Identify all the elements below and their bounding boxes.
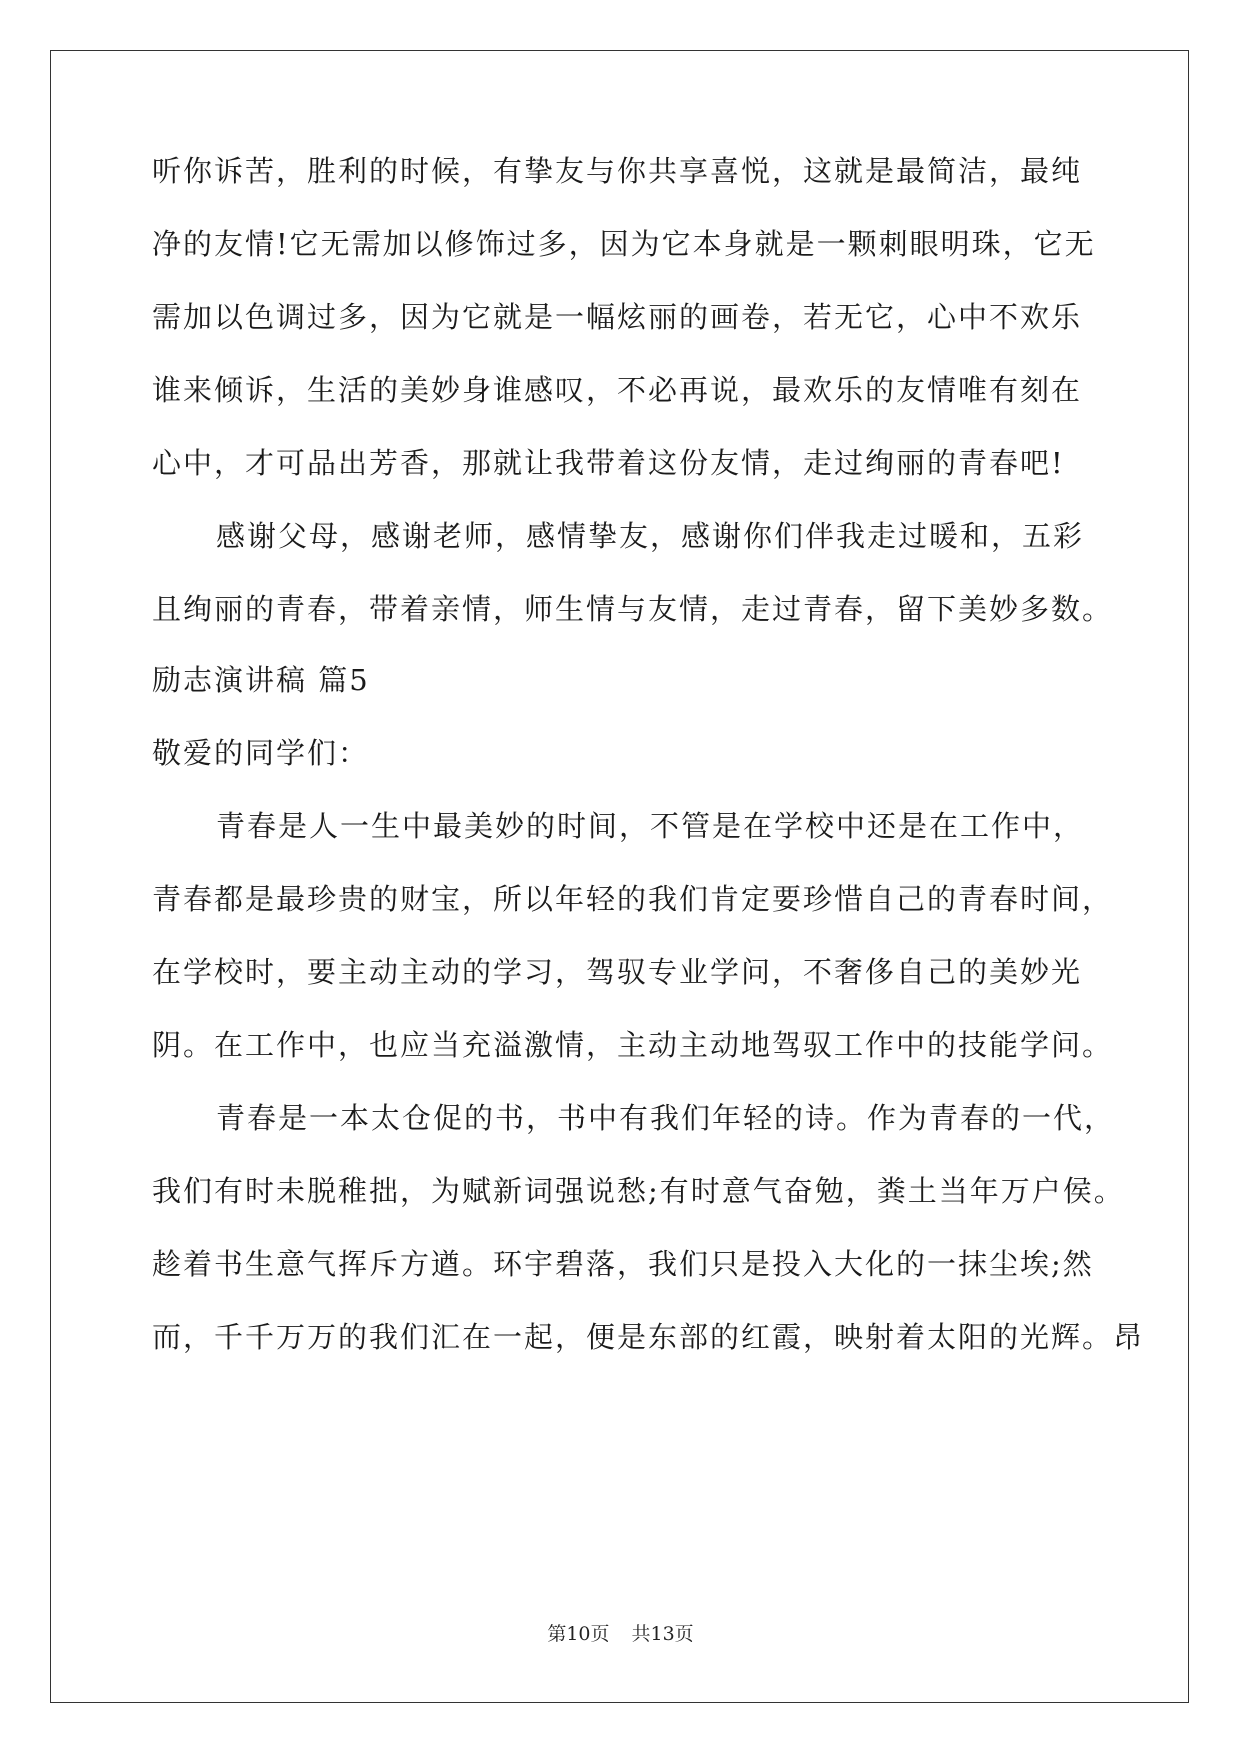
text-line: 心中，才可品出芳香，那就让我带着这份友情，走过绚丽的青春吧!	[152, 446, 1065, 480]
page-footer	[0, 1622, 1241, 1646]
salutation: 敬爱的同学们：	[152, 736, 370, 770]
text-line: 听你诉苦，胜利的时候，有挚友与你共享喜悦，这就是最简洁，最纯	[152, 154, 1083, 188]
text-line: 阴。在工作中，也应当充溢激情，主动主动地驾驭工作中的技能学问。	[152, 1028, 1114, 1062]
text-line: 谁来倾诉，生活的美妙身谁感叹，不必再说，最欢乐的友情唯有刻在	[152, 373, 1083, 407]
text-line: 而，千千万万的我们汇在一起，便是东部的红霞，映射着太阳的光辉。昂	[152, 1320, 1145, 1354]
section-heading: 励志演讲稿 篇5	[152, 663, 370, 697]
text-line: 趁着书生意气挥斥方遒。环宇碧落，我们只是投入大化的一抹尘埃;然	[152, 1247, 1094, 1281]
paragraph-start-line: 青春是人一生中最美妙的时间，不管是在学校中还是在工作中，	[216, 809, 1085, 843]
text-line: 且绚丽的青春，带着亲情，师生情与友情，走过青春，留下美妙多数。	[152, 592, 1114, 626]
paragraph-start-line: 青春是一本太仓促的书，书中有我们年轻的诗。作为青春的一代，	[216, 1101, 1116, 1135]
text-line: 青春都是最珍贵的财宝，所以年轻的我们肯定要珍惜自己的青春时间，	[152, 882, 1114, 916]
page-total: 共13页	[631, 1623, 694, 1645]
page-number: 第10页	[547, 1623, 610, 1645]
text-line: 我们有时未脱稚拙，为赋新词强说愁;有时意气奋勉，粪土当年万户侯。	[152, 1174, 1125, 1208]
paragraph-start-line: 感谢父母，感谢老师，感情挚友，感谢你们伴我走过暖和，五彩	[216, 519, 1085, 553]
page-border	[50, 50, 1189, 1703]
text-line: 净的友情!它无需加以修饰过多，因为它本身就是一颗刺眼明珠，它无	[152, 227, 1096, 261]
text-line: 在学校时，要主动主动的学习，驾驭专业学问，不奢侈自己的美妙光	[152, 955, 1083, 989]
text-line: 需加以色调过多，因为它就是一幅炫丽的画卷，若无它，心中不欢乐	[152, 300, 1083, 334]
